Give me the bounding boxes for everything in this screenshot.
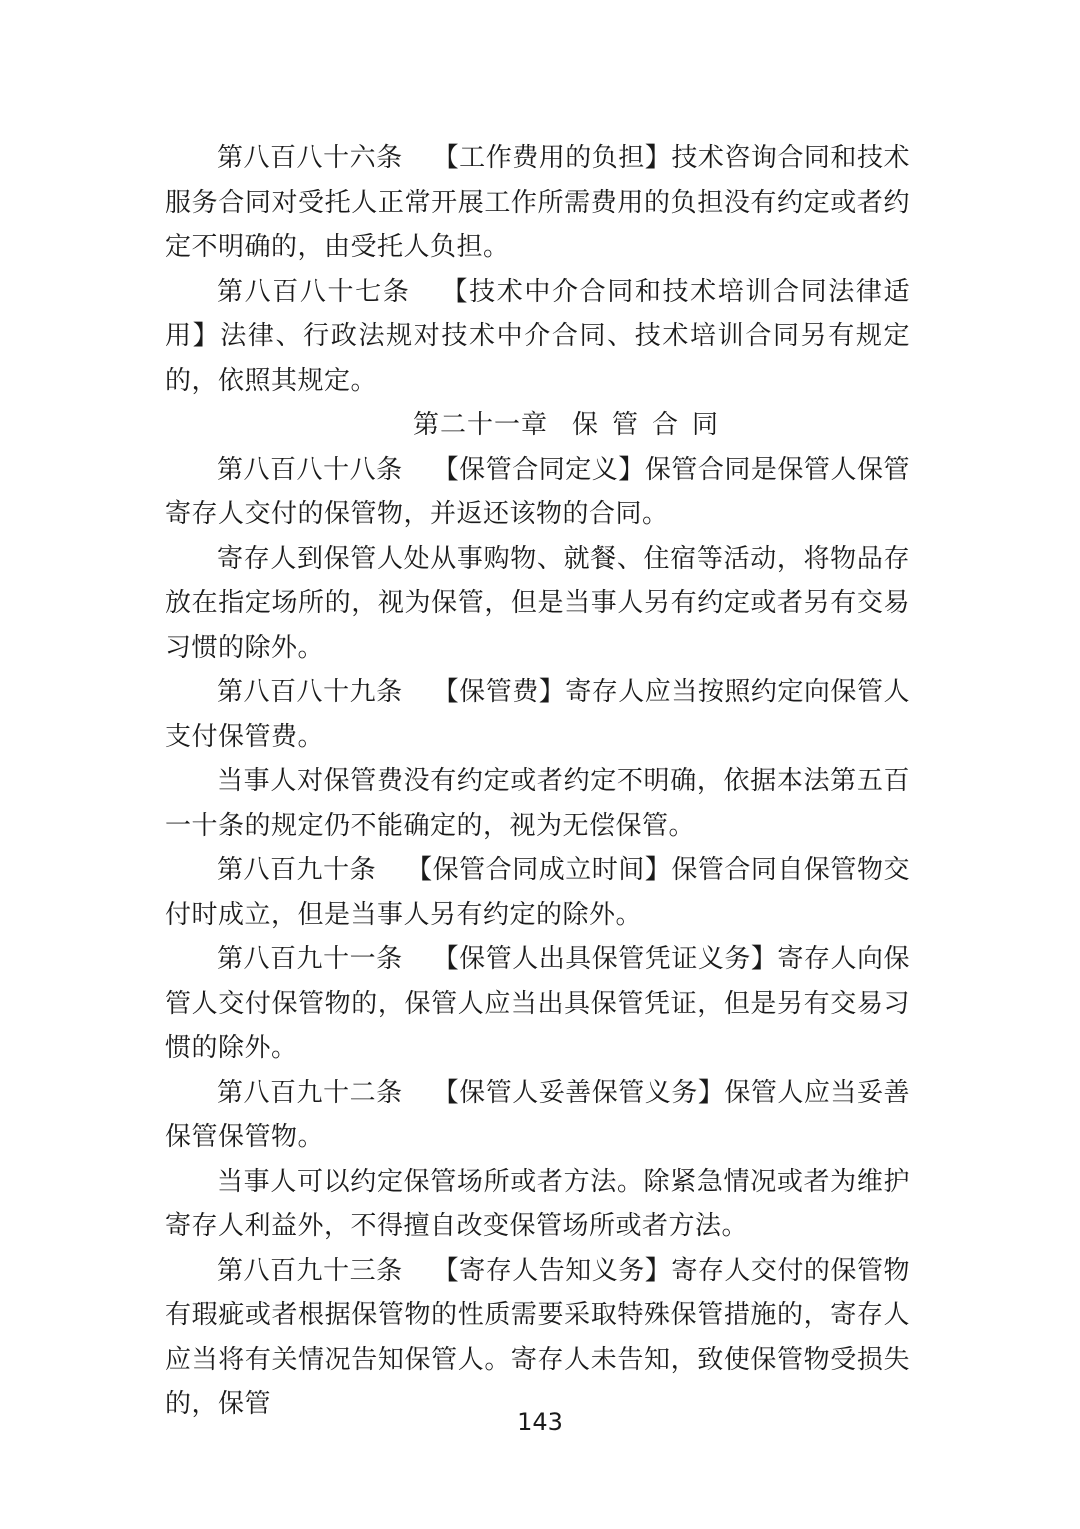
article-893	[165, 1249, 910, 1427]
article-886	[165, 136, 910, 270]
page-number: 143	[517, 1408, 563, 1436]
chapter-heading	[165, 403, 910, 448]
article-title: 【工作费用的负担】	[432, 143, 672, 173]
chapter-title: 保管合同	[572, 410, 733, 440]
document-body	[165, 136, 910, 1427]
article-title: 【保管人妥善保管义务】	[432, 1077, 725, 1108]
article-title: 【技术中介合同和技术培训合同法律适用】	[165, 276, 910, 351]
article-text: 技术咨询合同和技术服务合同对受托人正常开展工作所需费用的负担没有约定或者约定不明确的，由受托人负担。	[165, 143, 910, 262]
article-890	[165, 848, 910, 937]
article-title: 【寄存人告知义务】	[432, 1255, 672, 1286]
chapter-number: 第二十一章	[412, 410, 548, 440]
paragraph: 寄存人到保管人处从事购物、就餐、住宿等活动，将物品存放在指定场所的，视为保管，但是当事人另有约定或者另有交易习惯的除外。	[165, 543, 910, 663]
article-891	[165, 937, 910, 1071]
article-text: 保管合同是保管人保管寄存人交付的保管物，并返还该物的合同。	[165, 454, 910, 529]
article-text: 寄存人应当按照约定向保管人支付保管费。	[165, 677, 910, 752]
article-892	[165, 1071, 910, 1160]
article-888	[165, 448, 910, 537]
article-number: 第八百九十二条	[217, 1077, 403, 1108]
article-text: 法律、行政法规对技术中介合同、技术培训合同另有规定的，依照其规定。	[165, 321, 910, 396]
article-title: 【保管人出具保管凭证义务】	[432, 944, 778, 974]
paragraph: 当事人对保管费没有约定或者约定不明确，依据本法第五百一十条的规定仍不能确定的，视为无偿保管。	[165, 766, 910, 841]
article-title: 【保管费】	[432, 677, 566, 707]
article-number: 第八百八十八条	[217, 454, 403, 485]
article-text: 寄存人交付的保管物有瑕疵或者根据保管物的性质需要采取特殊保管措施的，寄存人应当将有关情况告知保管人。寄存人未告知，致使保管物受损失的，保管	[165, 1255, 910, 1419]
article-number: 第八百九十条	[217, 855, 377, 885]
paragraph: 当事人可以约定保管场所或者方法。除紧急情况或者为维护寄存人利益外，不得擅自改变保管场所或者方法。	[165, 1166, 910, 1241]
article-title: 【保管合同成立时间】	[406, 855, 672, 885]
article-889	[165, 670, 910, 759]
article-number: 第八百九十一条	[217, 944, 403, 974]
article-title: 【保管合同定义】	[432, 454, 645, 485]
article-number: 第八百九十三条	[217, 1255, 403, 1286]
article-text: 保管人应当妥善保管保管物。	[165, 1077, 910, 1152]
article-text: 寄存人向保管人交付保管物的，保管人应当出具保管凭证，但是另有交易习惯的除外。	[165, 944, 910, 1063]
article-text: 保管合同自保管物交付时成立，但是当事人另有约定的除外。	[165, 855, 910, 930]
article-number: 第八百八十六条	[217, 143, 403, 173]
article-number: 第八百八十九条	[217, 677, 403, 707]
article-887	[165, 270, 910, 404]
article-number: 第八百八十七条	[217, 276, 411, 307]
